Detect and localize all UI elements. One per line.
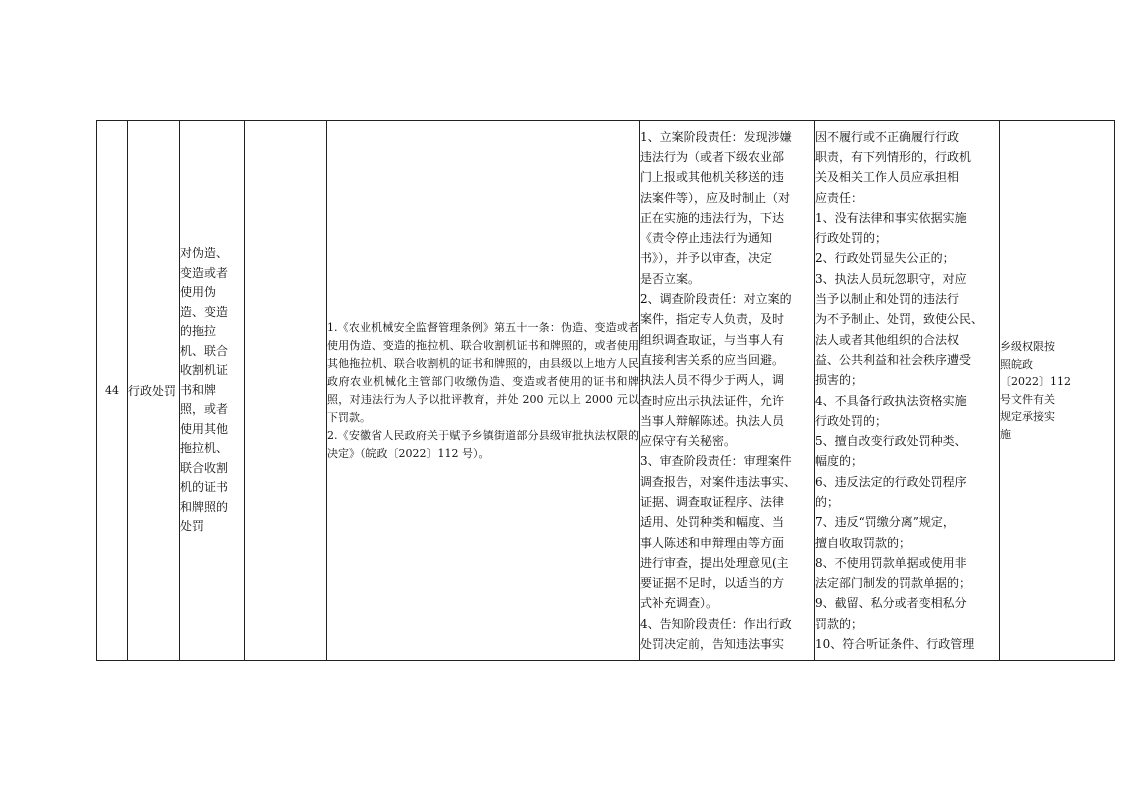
- power-list-table: [96, 120, 1115, 661]
- table-row: [97, 121, 1115, 661]
- legal-basis-paragraph: 2.《安徽省人民政府关于赋予乡镇街道部分县级审批执法权限的决定》（皖政〔2022〕112 号）。: [327, 428, 639, 460]
- responsibility-cell: 1、立案阶段责任：发现涉嫌 违法行为（或者下级农业部 门上报或其他机关移送的违 法案件等），应及时制止（对 正在实施的违法行为，下达 《责令停止违法行为通知 书》），并予以审查，决定 是否立案。 2、调查阶段责任：对立案的 案件，指定专人负责，及时 组织调查取证，与当事人有 直接利害关系的应当回避。 执法人员不得少于两人，调 查时应出示执法证件，允许 当事人辩解陈述。执法人员 应保守有关秘密。 3、审查阶段责任：审理案件 调查报告，对案件违法事实、 证据、调查取证程序、法律 适用、处罚种类和幅度、当 事人陈述和申辩理由等方面 进行审查，提出处理意见(主 要证据不足时，以适当的方 式补充调查）。 4、告知阶段责任：作出行政 处罚决定前，告知违法事实: [640, 121, 815, 661]
- sub-item-cell: [245, 121, 327, 661]
- item-name-cell: 对伪造、 变造或者 使用伪 造、变造 的拖拉 机、联合 收割机证 书和牌 照，或者 使用其他 拖拉机、 联合收割 机的证书 和牌照的 处罚: [180, 121, 245, 661]
- row-number-cell: [97, 121, 128, 661]
- legal-basis-paragraph: 1.《农业机械安全监督管理条例》第五十一条：伪造、变造或者使用伪造、变造的拖拉机、联合收割机证书和牌照的，或者使用其他拖拉机、联合收割机的证书和牌照的，由县级以上地方人民政府农业机械化主管部门收缴伪造、变造或者使用的证书和牌照，对违法行为人予以批评教育，并处 200 元以上 2000 元以下罚款。: [327, 320, 639, 424]
- legal-basis-cell: [327, 121, 640, 661]
- power-category-cell: 行政处罚: [128, 121, 180, 661]
- row-number: 44: [105, 384, 119, 397]
- accountability-cell: 因不履行或不正确履行行政 职责，有下列情形的，行政机 关及相关工作人员应承担相 应责任： 1、没有法律和事实依据实施 行政处罚的； 2、行政处罚显失公正的； 3、执法人员玩忽职守，对应 当予以制止和处罚的违法行 为不予制止、处罚，致使公民、 法人或者其他组织的合法权 益、公共利益和社会秩序遭受 损害的； 4、不具备行政执法资格实施 行政处罚的； 5、擅自改变行政处罚种类、 幅度的； 6、违反法定的行政处罚程序 的； 7、违反“罚缴分离”规定， 擅自收取罚款的； 8、不使用罚款单据或使用非 法定部门制发的罚款单据的； 9、截留、私分或者变相私分 罚款的； 10、符合听证条件、行政管理: [815, 121, 1000, 661]
- remarks-cell: 乡级权限按 照皖政 〔2022〕112 号文件有关 规定承接实 施: [1000, 121, 1115, 661]
